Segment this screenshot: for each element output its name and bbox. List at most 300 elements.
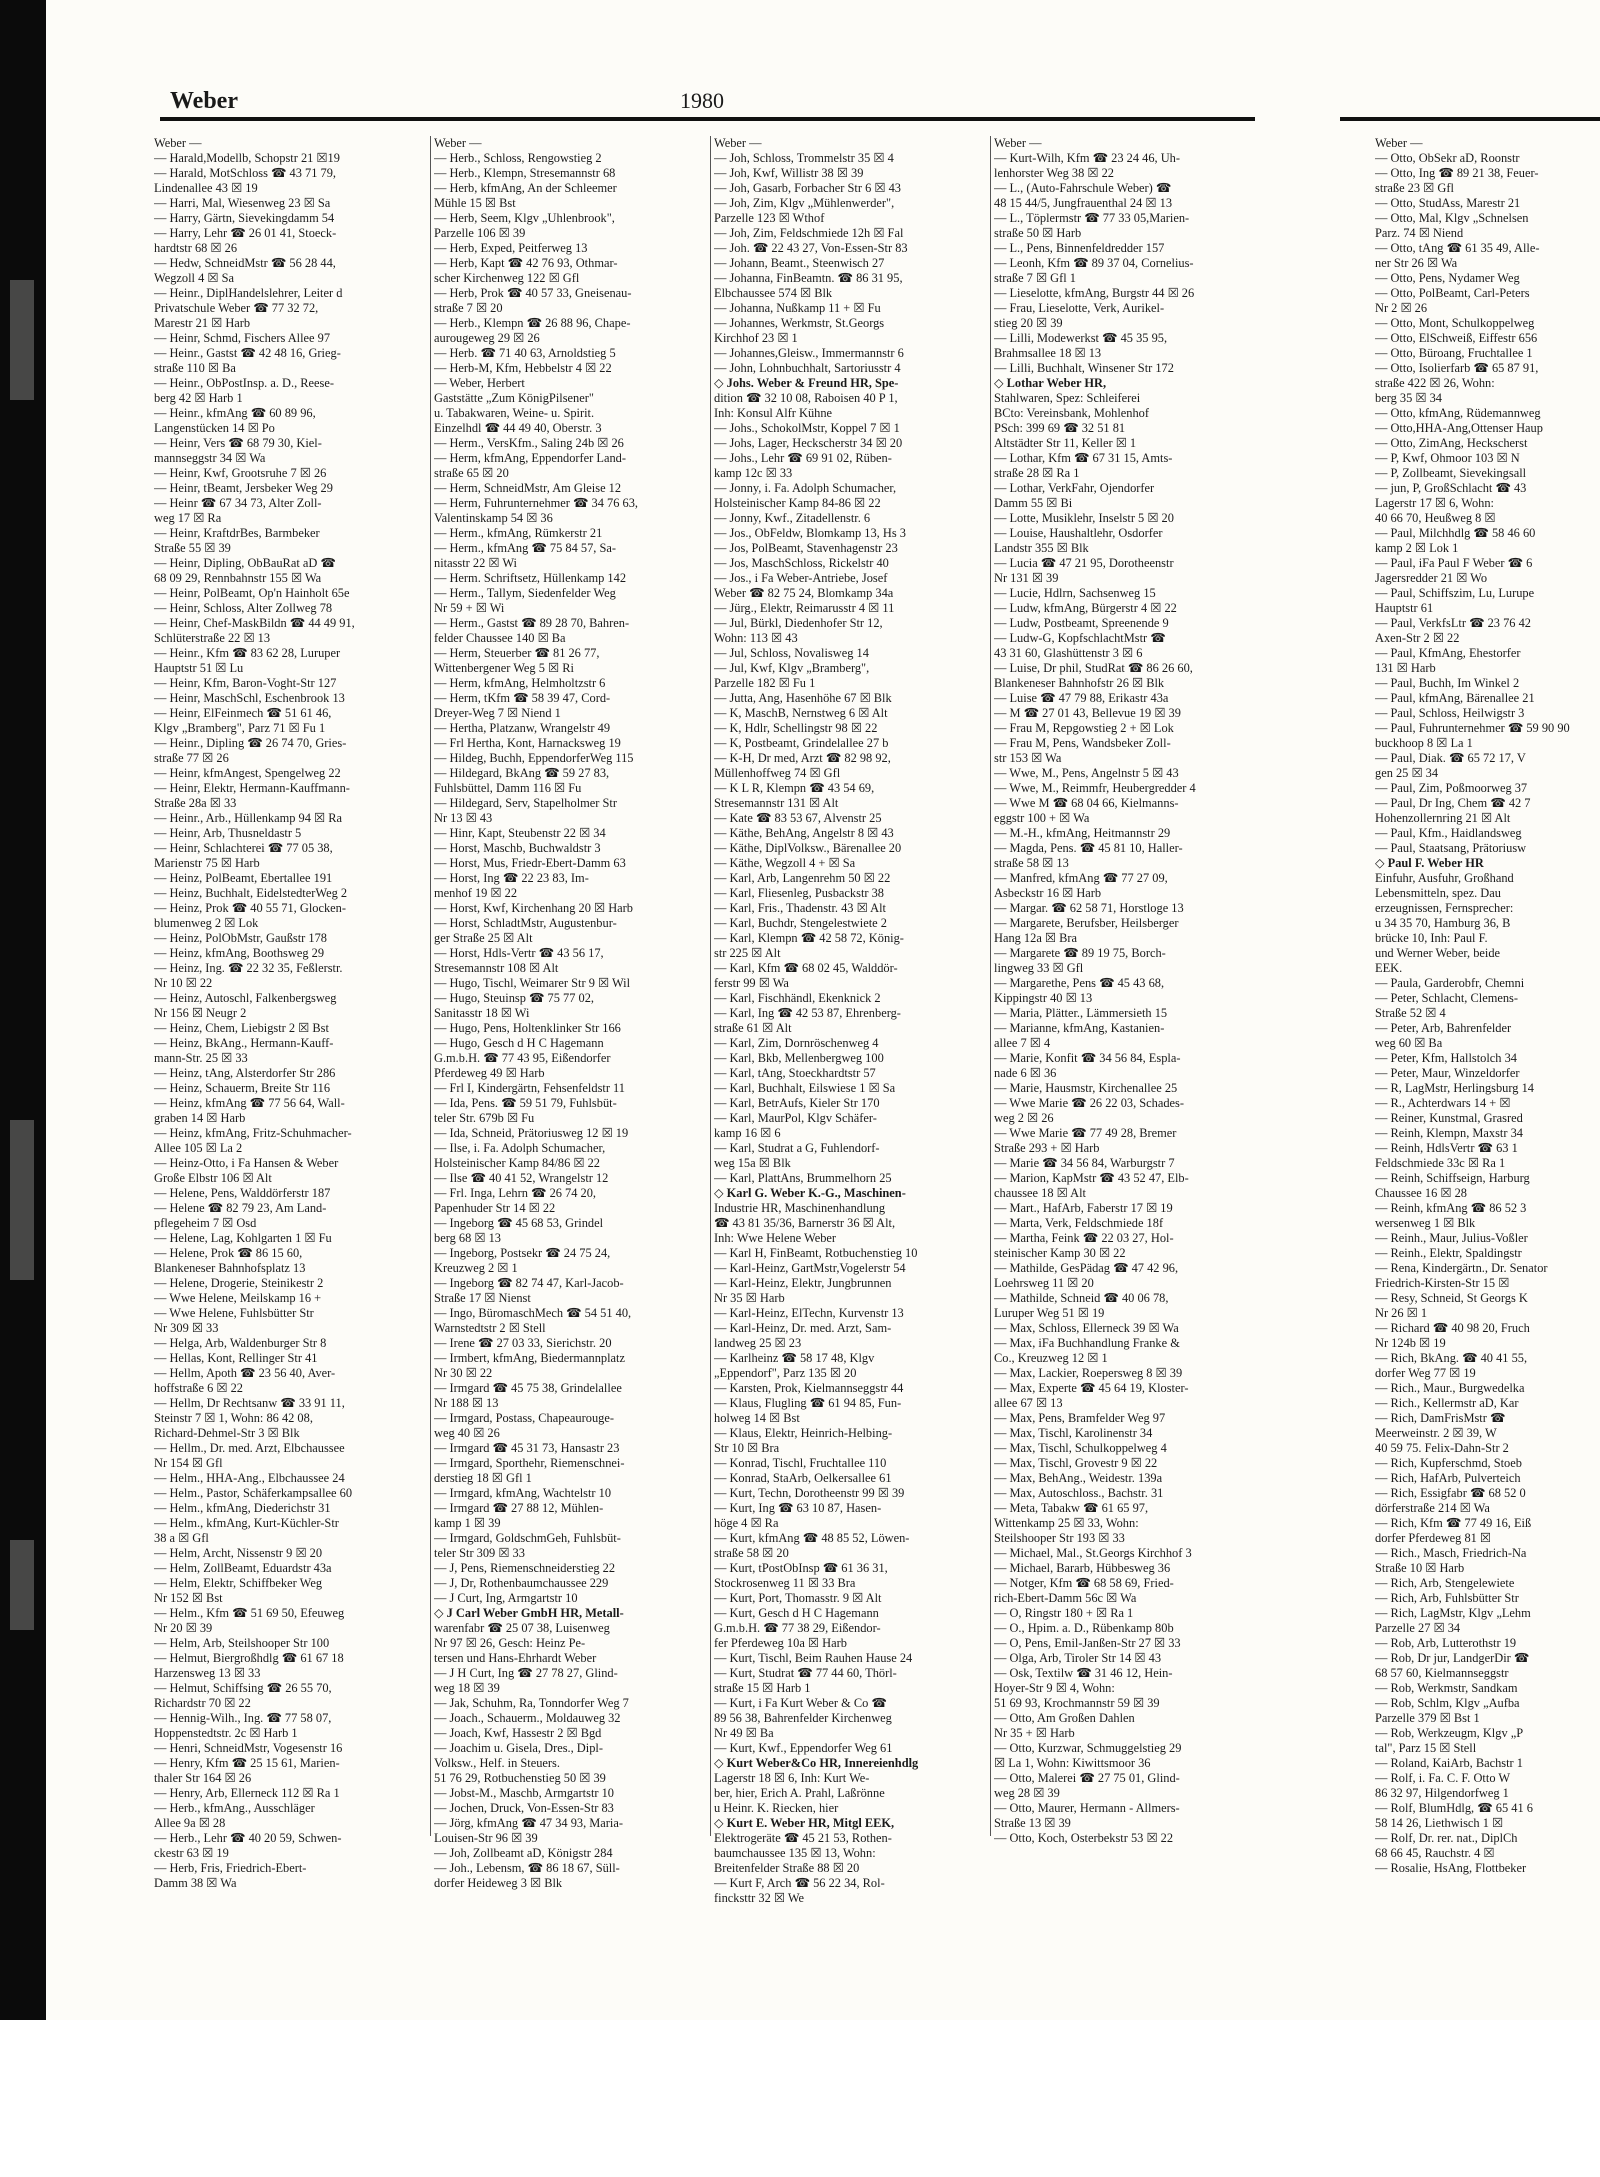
directory-entry: — Margar. ☎ 62 58 71, Horstloge 13: [994, 901, 1184, 915]
directory-entry: — Otto, Ing ☎ 89 21 38, Feuer-: [1375, 166, 1539, 180]
directory-entry: — Heinr, Dipling, ObBauRat aD ☎: [154, 556, 336, 570]
facing-page: [1330, 86, 1600, 2006]
directory-entry: — Karl, Zim, Dornröschenweg 4: [714, 1036, 879, 1050]
directory-entry: dorfer Weg 77 ☒ 19: [1375, 1366, 1476, 1380]
directory-entry: — Johanna, FinBeamtn. ☎ 86 31 95,: [714, 271, 903, 285]
directory-entry: — Heinz, kfmAng, Fritz-Schuhmacher-: [154, 1126, 352, 1140]
directory-entry: — Karl, Fris., Thadenstr. 43 ☒ Alt: [714, 901, 886, 915]
directory-entry: — Horst, Hdls-Vertr ☎ 43 56 17,: [434, 946, 604, 960]
directory-entry: Stresemannstr 131 ☒ Alt: [714, 796, 839, 810]
directory-entry: — Otto, Koch, Osterbekstr 53 ☒ 22: [994, 1831, 1174, 1845]
directory-entry: Fuhlsbüttel, Damm 116 ☒ Fu: [434, 781, 582, 795]
directory-entry: ◇ Karl G. Weber K.-G., Maschinen-: [714, 1186, 906, 1200]
directory-entry: Richardstr 70 ☒ 22: [154, 1696, 251, 1710]
directory-entry: — Harry, Lehr ☎ 26 01 41, Stoeck-: [154, 226, 337, 240]
directory-entry: kamp 1 ☒ 39: [434, 1516, 501, 1530]
directory-entry: Marestr 21 ☒ Harb: [154, 316, 251, 330]
directory-entry: — Heinr, KraftdrBes, Barmbeker: [154, 526, 320, 540]
directory-entry: — Joachim u. Gisela, Dres., Dipl-: [434, 1741, 603, 1755]
directory-entry: — Jutta, Ang, Hasenhöhe 67 ☒ Blk: [714, 691, 892, 705]
directory-entry: — Paul, KfmAng, Ehestorfer: [1375, 646, 1521, 660]
directory-entry: — Karl-Heinz, GartMstr,Vogelerstr 54: [714, 1261, 906, 1275]
directory-entry: — Heinr., Dipling ☎ 26 74 70, Gries-: [154, 736, 347, 750]
directory-entry: Nr 10 ☒ 22: [154, 976, 213, 990]
directory-entry: — Paul, Fuhrunternehmer ☎ 59 90 90: [1375, 721, 1570, 735]
directory-entry: — Max, Autoschloss., Bachstr. 31: [994, 1486, 1164, 1500]
directory-entry: 43 31 60, Glashüttenstr 3 ☒ 6: [994, 646, 1143, 660]
entry-list: [994, 151, 1264, 1846]
directory-entry: — Rosalie, HsAng, Flottbeker: [1375, 1861, 1527, 1875]
directory-entry: — Otto,HHA-Ang,Ottenser Haup: [1375, 421, 1543, 435]
directory-entry: ferstr 99 ☒ Wa: [714, 976, 789, 990]
directory-entry: — Kurt, kfmAng ☎ 48 85 52, Löwen-: [714, 1531, 910, 1545]
directory-entry: Stahlwaren, Spez: Schleiferei: [994, 391, 1141, 405]
directory-entry: — Heinr, Kwf, Grootsruhe 7 ☒ 26: [154, 466, 327, 480]
directory-entry: — Herm, Steuerber ☎ 81 26 77,: [434, 646, 600, 660]
directory-entry: — Helm., Pastor, Schäferkampsallee 60: [154, 1486, 353, 1500]
directory-entry: holweg 14 ☒ Bst: [714, 1411, 800, 1425]
directory-entry: — Johanna, Nußkamp 11 + ☒ Fu: [714, 301, 881, 315]
directory-entry: Luruper Weg 51 ☒ 19: [994, 1306, 1105, 1320]
directory-entry: — Heinr, PolBeamt, Op'n Hainholt 65e: [154, 586, 350, 600]
directory-entry: — Helmut, Schiffsing ☎ 26 55 70,: [154, 1681, 332, 1695]
directory-entry: ger Straße 25 ☒ Alt: [434, 931, 533, 945]
directory-entry: Nr 26 ☒ 1: [1375, 1306, 1428, 1320]
directory-entry: — Karl H, FinBeamt, Rotbuchenstieg 10: [714, 1246, 918, 1260]
directory-entry: — Luise, Dr phil, StudRat ☎ 86 26 60,: [994, 661, 1193, 675]
directory-entry: — Jonny, Kwf., Zitadellenstr. 6: [714, 511, 871, 525]
directory-entry: — Helm., kfmAng, Kurt-Küchler-Str: [154, 1516, 339, 1530]
directory-entry: — Heinr, kfmAngest, Spengelweg 22: [154, 766, 341, 780]
directory-entry: lingweg 33 ☒ Gfl: [994, 961, 1084, 975]
directory-entry: Parzelle 123 ☒ Wthof: [714, 211, 825, 225]
directory-entry: — Otto, Maurer, Hermann - Allmers-: [994, 1801, 1180, 1815]
directory-entry: — Mathilde, GesPädag ☎ 47 42 96,: [994, 1261, 1179, 1275]
directory-entry: Nr 35 ☒ Harb: [714, 1291, 785, 1305]
directory-column-4: [994, 136, 1264, 1846]
directory-entry: — Klaus, Flugling ☎ 61 94 85, Fun-: [714, 1396, 902, 1410]
directory-entry: — Heinr., Arb., Hüllenkamp 94 ☒ Ra: [154, 811, 342, 825]
column-head: Weber —: [994, 136, 1042, 150]
directory-entry: — Karl, Buchdr, Stengelestwiete 2: [714, 916, 887, 930]
directory-entry: Nr 20 ☒ 39: [154, 1621, 213, 1635]
directory-entry: — Herb. ☎ 71 40 63, Arnoldstieg 5: [434, 346, 616, 360]
directory-entry: — Hildeg, Buchh, EppendorferWeg 115: [434, 751, 634, 765]
directory-entry: — Wwe M ☎ 68 04 66, Kielmanns-: [994, 796, 1179, 810]
directory-entry: — Konrad, StaArb, Oelkersallee 61: [714, 1471, 892, 1485]
directory-entry: — Herb, Prok ☎ 40 57 33, Gneisenau-: [434, 286, 632, 300]
directory-entry: Straße 17 ☒ Nienst: [434, 1291, 531, 1305]
directory-entry: Weber ☎ 82 75 24, Blomkamp 34a: [714, 586, 894, 600]
directory-entry: — Ida, Pens. ☎ 59 51 79, Fuhlsbüt-: [434, 1096, 617, 1110]
directory-entry: 68 09 29, Rennbahnstr 155 ☒ Wa: [154, 571, 322, 585]
directory-entry: — Karl, Bkb, Mellenbergweg 100: [714, 1051, 884, 1065]
directory-entry: — Mart., HafArb, Faberstr 17 ☒ 19: [994, 1201, 1173, 1215]
directory-entry: weg 18 ☒ 39: [434, 1681, 500, 1695]
directory-entry: Chaussee 16 ☒ 28: [1375, 1186, 1467, 1200]
directory-entry: thaler Str 164 ☒ 26: [154, 1771, 252, 1785]
directory-entry: — Johs., SchokolMstr, Koppel 7 ☒ 1: [714, 421, 900, 435]
directory-entry: Elektrogeräte ☎ 45 21 53, Rothen-: [714, 1831, 892, 1845]
directory-entry: — Joh, Zollbeamt aD, Königstr 284: [434, 1846, 613, 1860]
directory-entry: — Heinr, Arb, Thusneldastr 5: [154, 826, 302, 840]
directory-entry: — Herb, kfmAng, An der Schleemer: [434, 181, 617, 195]
directory-entry: — Paul, Schiffszim, Lu, Lurupe: [1375, 586, 1535, 600]
directory-entry: ber, hier, Erich A. Prahl, Laßrönne: [714, 1786, 885, 1800]
directory-entry: — Wwe Helene, Meilskamp 16 +: [154, 1291, 322, 1305]
directory-entry: — Helene ☎ 82 79 23, Am Land-: [154, 1201, 327, 1215]
directory-entry: straße 7 ☒ Gfl 1: [994, 271, 1076, 285]
directory-entry: Jagersredder 21 ☒ Wo: [1375, 571, 1488, 585]
directory-entry: BCto: Vereinsbank, Mohlenhof: [994, 406, 1149, 420]
directory-entry: — Karl, BetrAufs, Kieler Str 170: [714, 1096, 880, 1110]
directory-entry: gen 25 ☒ 34: [1375, 766, 1439, 780]
directory-entry: — Paul, Zim, Poßmoorweg 37: [1375, 781, 1528, 795]
directory-entry: — Kurt, Port, Thomasstr. 9 ☒ Alt: [714, 1591, 882, 1605]
directory-entry: — Karl, Arb, Langenrehm 50 ☒ 22: [714, 871, 891, 885]
directory-entry: — Luise ☎ 47 79 88, Erikastr 43a: [994, 691, 1169, 705]
directory-entry: — Otto, Kurzwar, Schmuggelstieg 29: [994, 1741, 1182, 1755]
directory-entry: 68 57 60, Kielmannseggstr: [1375, 1666, 1509, 1680]
directory-entry: Friedrich-Kirsten-Str 15 ☒: [1375, 1276, 1510, 1290]
directory-entry: — Paul, iFa Paul F Weber ☎ 6: [1375, 556, 1533, 570]
directory-entry: — Heinr, Schloss, Alter Zollweg 78: [154, 601, 333, 615]
directory-entry: u Heinr. K. Riecken, hier: [714, 1801, 839, 1815]
directory-entry: Nr 309 ☒ 33: [154, 1321, 219, 1335]
directory-entry: G.m.b.H. ☎ 77 43 95, Eißendorfer: [434, 1051, 611, 1065]
directory-entry: — Karsten, Prok, Kielmannseggstr 44: [714, 1381, 904, 1395]
directory-entry: fer Pferdeweg 10a ☒ Harb: [714, 1636, 847, 1650]
directory-entry: — K, Hdlr, Schellingstr 98 ☒ 22: [714, 721, 878, 735]
directory-entry: Nr 59 + ☒ Wi: [434, 601, 505, 615]
directory-entry: landweg 25 ☒ 23: [714, 1336, 802, 1350]
directory-entry: Nr 188 ☒ 13: [434, 1396, 499, 1410]
directory-entry: — Marta, Verk, Feldschmiede 18f: [994, 1216, 1164, 1230]
directory-entry: 86 32 97, Hilgendorfweg 1: [1375, 1786, 1509, 1800]
directory-entry: — Irmgard, GoldschmGeh, Fuhlsbüt-: [434, 1531, 621, 1545]
directory-entry: — Helm., HHA-Ang., Elbchaussee 24: [154, 1471, 345, 1485]
directory-entry: — Joach, Kwf, Hassestr 2 ☒ Bgd: [434, 1726, 602, 1740]
directory-entry: — Herm, Fuhrunternehmer ☎ 34 76 63,: [434, 496, 639, 510]
directory-entry: — Frl I, Kindergärtn, Fehsenfeldstr 11: [434, 1081, 625, 1095]
directory-entry: — O, Ringstr 180 + ☒ Ra 1: [994, 1606, 1134, 1620]
directory-entry: ◇ Paul F. Weber HR: [1375, 856, 1484, 870]
directory-entry: — Ludw-G, KopfschlachtMstr ☎: [994, 631, 1166, 645]
directory-entry: — Heinr, Elektr, Hermann-Kauffmann-: [154, 781, 350, 795]
column-divider: [710, 136, 711, 1836]
directory-entry: — O, Pens, Emil-Janßen-Str 27 ☒ 33: [994, 1636, 1181, 1650]
directory-entry: Klgv „Bramberg", Parz 71 ☒ Fu 1: [154, 721, 326, 735]
directory-entry: Nr 154 ☒ Gfl: [154, 1456, 223, 1470]
directory-entry: — Marie, Konfit ☎ 34 56 84, Espla-: [994, 1051, 1181, 1065]
directory-entry: — Irmgard ☎ 45 75 38, Grindelallee: [434, 1381, 622, 1395]
directory-entry: — Peter, Maur, Winzeldorfer: [1375, 1066, 1520, 1080]
directory-entry: — Henry, Arb, Ellerneck 112 ☒ Ra 1: [154, 1786, 340, 1800]
binding-mark: [10, 1540, 34, 1630]
directory-entry: straße 58 ☒ 13: [994, 856, 1069, 870]
directory-entry: Kirchhof 23 ☒ 1: [714, 331, 798, 345]
directory-entry: — Heinr., DiplHandelslehrer, Leiter d: [154, 286, 343, 300]
directory-entry: — Rob, Werkmstr, Sandkam: [1375, 1681, 1518, 1695]
column-head: Weber —: [434, 136, 482, 150]
directory-entry: — J Curt, Ing, Armgartstr 10: [434, 1591, 578, 1605]
directory-entry: — Rena, Kindergärtn., Dr. Senator: [1375, 1261, 1548, 1275]
directory-entry: — Heinr, Schlachterei ☎ 77 05 38,: [154, 841, 333, 855]
directory-entry: — Max, Schloss, Ellerneck 39 ☒ Wa: [994, 1321, 1179, 1335]
directory-entry: — Heinr, Vers ☎ 68 79 30, Kiel-: [154, 436, 322, 450]
directory-entry: pflegeheim 7 ☒ Osd: [154, 1216, 257, 1230]
directory-entry: — Helmut, Biergroßhdlg ☎ 61 67 18: [154, 1651, 344, 1665]
directory-entry: str 225 ☒ Alt: [714, 946, 781, 960]
column-head: Weber —: [154, 136, 202, 150]
directory-entry: 89 56 38, Bahrenfelder Kirchenweg: [714, 1711, 892, 1725]
directory-entry: Straße 10 ☒ Harb: [1375, 1561, 1465, 1575]
directory-entry: straße 61 ☒ Alt: [714, 1021, 792, 1035]
directory-entry: 51 76 29, Rotbuchenstieg 50 ☒ 39: [434, 1771, 606, 1785]
directory-entry: — Helm., Kfm ☎ 51 69 50, Efeuweg: [154, 1606, 345, 1620]
directory-entry: — Frl Hertha, Kont, Harnacksweg 19: [434, 736, 621, 750]
directory-entry: Co., Kreuzweg 12 ☒ 1: [994, 1351, 1108, 1365]
directory-entry: Steilshooper Str 193 ☒ 33: [994, 1531, 1125, 1545]
directory-entry: — Rich, Kupferschmd, Stoeb: [1375, 1456, 1522, 1470]
directory-entry: — Karl, Fliesenleg, Pusbackstr 38: [714, 886, 885, 900]
directory-entry: — O., Hpim. a. D., Rübenkamp 80b: [994, 1621, 1174, 1635]
directory-entry: Parzelle 379 ☒ Bst 1: [1375, 1711, 1480, 1725]
directory-entry: — Heinz, Prok ☎ 40 55 71, Glocken-: [154, 901, 346, 915]
directory-entry: — Leonh, Kfm ☎ 89 37 04, Cornelius-: [994, 256, 1194, 270]
running-head: Weber: [170, 88, 238, 114]
directory-entry: dition ☎ 32 10 08, Raboisen 40 P 1,: [714, 391, 898, 405]
directory-entry: — Helm, ZollBeamt, Eduardstr 43a: [154, 1561, 332, 1575]
directory-entry: straße 422 ☒ 26, Wohn:: [1375, 376, 1495, 390]
directory-entry: — Jak, Schuhm, Ra, Tonndorfer Weg 7: [434, 1696, 629, 1710]
directory-entry: — Joh, Zim, Klgv „Mühlenwerder",: [714, 196, 895, 210]
directory-entry: — Heinr, Kfm, Baron-Voght-Str 127: [154, 676, 337, 690]
directory-entry: blumenweg 2 ☒ Lok: [154, 916, 259, 930]
directory-entry: — Otto, StudAss, Marestr 21: [1375, 196, 1521, 210]
directory-entry: teler Str 309 ☒ 33: [434, 1546, 525, 1560]
directory-entry: kamp 16 ☒ 6: [714, 1126, 781, 1140]
directory-entry: — Jonny, i. Fa. Adolph Schumacher,: [714, 481, 897, 495]
directory-entry: Volksw., Helf. in Steuers.: [434, 1756, 560, 1770]
directory-entry: — Rich., Masch, Friedrich-Na: [1375, 1546, 1527, 1560]
directory-entry: — Karl, Studrat a G, Fuhlendorf-: [714, 1141, 880, 1155]
column-head: Weber —: [1375, 136, 1423, 150]
directory-entry: — Herb., Klempn, Stresemannstr 68: [434, 166, 616, 180]
directory-entry: — Helene, Lag, Kohlgarten 1 ☒ Fu: [154, 1231, 332, 1245]
directory-entry: — Henri, SchneidMstr, Vogesenstr 16: [154, 1741, 343, 1755]
directory-entry: Nr 97 ☒ 26, Gesch: Heinz Pe-: [434, 1636, 586, 1650]
directory-entry: — Horst, Kwf, Kirchenhang 20 ☒ Harb: [434, 901, 633, 915]
directory-entry: — Hellm., Dr. med. Arzt, Elbchaussee: [154, 1441, 345, 1455]
directory-entry: — Helene, Pens, Walddörferstr 187: [154, 1186, 331, 1200]
directory-entry: — Heinz, BkAng., Hermann-Kauff-: [154, 1036, 334, 1050]
directory-entry: — Reinh, Schiffseign, Harburg: [1375, 1171, 1530, 1185]
directory-entry: — Rolf, i. Fa. C. F. Otto W: [1375, 1771, 1511, 1785]
directory-entry: — Herb., Schloss, Rengowstieg 2: [434, 151, 602, 165]
directory-entry: — Harry, Gärtn, Sievekingdamm 54: [154, 211, 335, 225]
directory-entry: — Hugo, Pens, Holtenklinker Str 166: [434, 1021, 621, 1035]
directory-entry: — Hugo, Gesch d H C Hagemann: [434, 1036, 604, 1050]
directory-entry: — Herm., kfmAng ☎ 75 84 57, Sa-: [434, 541, 616, 555]
directory-entry: — Herb., Klempn ☎ 26 88 96, Chape-: [434, 316, 631, 330]
directory-entry: — Otto, ObSekr aD, Roonstr: [1375, 151, 1520, 165]
directory-entry: — Joh. ☎ 22 43 27, Von-Essen-Str 83: [714, 241, 908, 255]
directory-entry: — Ingeborg ☎ 45 68 53, Grindel: [434, 1216, 604, 1230]
directory-entry: ◇ Lothar Weber HR,: [994, 376, 1107, 390]
directory-entry: berg 68 ☒ 13: [434, 1231, 501, 1245]
directory-entry: berg 35 ☒ 34: [1375, 391, 1442, 405]
directory-entry: — Manfred, kfmAng ☎ 77 27 09,: [994, 871, 1168, 885]
directory-entry: — Otto, PolBeamt, Carl-Peters: [1375, 286, 1530, 300]
directory-entry: Lebensmitteln, spez. Dau: [1375, 886, 1501, 900]
directory-entry: berg 42 ☒ Harb 1: [154, 391, 243, 405]
directory-entry: — Mathilde, Schneid ☎ 40 06 78,: [994, 1291, 1169, 1305]
directory-entry: dörferstraße 214 ☒ Wa: [1375, 1501, 1490, 1515]
directory-entry: — Hertha, Platzanw, Wrangelstr 49: [434, 721, 611, 735]
directory-entry: — Rich, Arb, Stengelewiete: [1375, 1576, 1515, 1590]
directory-entry: PSch: 399 69 ☎ 32 51 81: [994, 421, 1126, 435]
directory-entry: — Jochen, Druck, Von-Essen-Str 83: [434, 1801, 614, 1815]
directory-entry: Altstädter Str 11, Keller ☒ 1: [994, 436, 1137, 450]
directory-entry: — Heinr, Chef-MaskBildn ☎ 44 49 91,: [154, 616, 355, 630]
directory-entry: — M.-H., kfmAng, Heitmannstr 29: [994, 826, 1171, 840]
directory-entry: straße 65 ☒ 20: [434, 466, 509, 480]
directory-entry: — Kurt, Techn, Dorotheenstr 99 ☒ 39: [714, 1486, 905, 1500]
directory-entry: — Paula, Garderobfr, Chemni: [1375, 976, 1525, 990]
directory-entry: — Lothar, VerkFahr, Ojendorfer: [994, 481, 1155, 495]
directory-entry: — Johs, Lager, Heckscherstr 34 ☒ 20: [714, 436, 903, 450]
directory-entry: Sanitasstr 18 ☒ Wi: [434, 1006, 530, 1020]
directory-entry: — Peter, Kfm, Hallstolch 34: [1375, 1051, 1517, 1065]
directory-entry: — P, Zollbeamt, Sievekingsall: [1375, 466, 1527, 480]
directory-entry: — Meta, Tabakw ☎ 61 65 97,: [994, 1501, 1149, 1515]
directory-entry: — Kurt, Gesch d H C Hagemann: [714, 1606, 879, 1620]
directory-entry: — Irmgard, Sporthehr, Riemenschnei-: [434, 1456, 625, 1470]
directory-entry: — Otto, Am Großen Dahlen: [994, 1711, 1135, 1725]
directory-entry: — Max, iFa Buchhandlung Franke &: [994, 1336, 1180, 1350]
directory-entry: — Kurt F, Arch ☎ 56 22 34, Rol-: [714, 1876, 885, 1890]
directory-entry: — Herb, Seem, Klgv „Uhlenbrook",: [434, 211, 615, 225]
directory-entry: Hoyer-Str 9 ☒ 4, Wohn:: [994, 1681, 1115, 1695]
directory-entry: Straße 13 ☒ 39: [994, 1816, 1071, 1830]
directory-entry: — Margarete ☎ 89 19 75, Borch-: [994, 946, 1166, 960]
directory-entry: — Kurt, Tischl, Beim Rauhen Hause 24: [714, 1651, 913, 1665]
directory-entry: hoffstraße 6 ☒ 22: [154, 1381, 243, 1395]
directory-entry: — Joh, Kwf, Willistr 38 ☒ 39: [714, 166, 864, 180]
directory-entry: — Wwe Helene, Fuhlsbütter Str: [154, 1306, 314, 1320]
directory-entry: — J, Dr, Rothenbaumchaussee 229: [434, 1576, 609, 1590]
directory-entry: — Herm, SchneidMstr, Am Gleise 12: [434, 481, 622, 495]
directory-entry: — Wwe, M., Pens, Angelnstr 5 ☒ 43: [994, 766, 1179, 780]
directory-entry: Elbchaussee 574 ☒ Blk: [714, 286, 833, 300]
directory-entry: — Herb, Fris, Friedrich-Ebert-: [154, 1861, 307, 1875]
directory-entry: tersen und Hans-Ehrhardt Weber: [434, 1651, 597, 1665]
directory-entry: — Hugo, Steuinsp ☎ 75 77 02,: [434, 991, 594, 1005]
directory-entry: — L., Pens, Binnenfeldredder 157: [994, 241, 1165, 255]
directory-entry: — Otto, Isolierfarb ☎ 65 87 91,: [1375, 361, 1539, 375]
directory-entry: — Paul, Schloss, Heilwigstr 3: [1375, 706, 1525, 720]
directory-entry: — Rob, Schlm, Klgv „Aufba: [1375, 1696, 1520, 1710]
directory-entry: — K-H, Dr med, Arzt ☎ 82 98 92,: [714, 751, 891, 765]
directory-entry: Louisen-Str 96 ☒ 39: [434, 1831, 538, 1845]
directory-entry: Dreyer-Weg 7 ☒ Niend 1: [434, 706, 561, 720]
directory-entry: — Heinr., ObPostInsp. a. D., Reese-: [154, 376, 334, 390]
directory-entry: — Marie ☎ 34 56 84, Warburgstr 7: [994, 1156, 1175, 1170]
directory-entry: — Ilse ☎ 40 41 52, Wrangelstr 12: [434, 1171, 609, 1185]
directory-entry: — Rich, Kfm ☎ 77 49 16, Eiß: [1375, 1516, 1532, 1530]
directory-entry: — Peter, Schlacht, Clemens-: [1375, 991, 1518, 1005]
directory-entry: — Reinh., Elektr, Spaldingstr: [1375, 1246, 1522, 1260]
directory-entry: — Rich, DamFrisMstr ☎: [1375, 1411, 1506, 1425]
directory-entry: — Karl, Ing ☎ 42 53 87, Ehrenberg-: [714, 1006, 901, 1020]
directory-entry: — Otto, Malerei ☎ 27 75 01, Glind-: [994, 1771, 1180, 1785]
directory-entry: — Karl-Heinz, Dr. med. Arzt, Sam-: [714, 1321, 892, 1335]
directory-entry: — Heinz, Ing. ☎ 22 32 35, Feßlerstr.: [154, 961, 343, 975]
directory-entry: ◇ Kurt Weber&Co HR, Innereienhdlg: [714, 1756, 919, 1770]
directory-entry: Parzelle 106 ☒ 39: [434, 226, 526, 240]
directory-entry: — Lilli, Buchhalt, Winsener Str 172: [994, 361, 1174, 375]
directory-entry: — Rich, HafArb, Pulverteich: [1375, 1471, 1521, 1485]
directory-entry: — Karl-Heinz, Elektr, Jungbrunnen: [714, 1276, 892, 1290]
directory-entry: Nr 152 ☒ Bst: [154, 1591, 223, 1605]
directory-entry: — Heinz, PolBeamt, Ebertallee 191: [154, 871, 333, 885]
directory-entry: — J, Pens, Riemenschneiderstieg 22: [434, 1561, 616, 1575]
directory-entry: Müllenhoffweg 74 ☒ Gfl: [714, 766, 841, 780]
directory-entry: weg 28 ☒ 39: [994, 1786, 1060, 1800]
directory-entry: — Roland, KaiArb, Bachstr 1: [1375, 1756, 1523, 1770]
directory-entry: — Heinz, PolObMstr, Gaußstr 178: [154, 931, 327, 945]
directory-entry: Kippingstr 40 ☒ 13: [994, 991, 1093, 1005]
directory-entry: straße 50 ☒ Harb: [994, 226, 1082, 240]
directory-entry: — Magda, Pens. ☎ 45 81 10, Haller-: [994, 841, 1183, 855]
directory-entry: — Helga, Arb, Waldenburger Str 8: [154, 1336, 327, 1350]
directory-entry: straße 23 ☒ Gfl: [1375, 181, 1454, 195]
directory-entry: — Herm., kfmAng, Rümkerstr 21: [434, 526, 603, 540]
directory-entry: — Johannes,Gleisw., Immermannstr 6: [714, 346, 904, 360]
directory-entry: — Joh., Lebensm, ☎ 86 18 67, Süll-: [434, 1861, 620, 1875]
directory-entry: buckhoop 8 ☒ La 1: [1375, 736, 1473, 750]
directory-entry: — Jul, Schloss, Novalisweg 14: [714, 646, 869, 660]
directory-column-3: [714, 136, 984, 1906]
directory-entry: u 34 35 70, Hamburg 36, B: [1375, 916, 1511, 930]
directory-entry: nade 6 ☒ 36: [994, 1066, 1057, 1080]
directory-entry: — Jos, PolBeamt, Stavenhagenstr 23: [714, 541, 898, 555]
directory-entry: — Herb., kfmAng., Ausschläger: [154, 1801, 315, 1815]
directory-entry: — Otto, tAng ☎ 61 35 49, Alle-: [1375, 241, 1540, 255]
directory-entry: — Herm, kfmAng, Helmholtzstr 6: [434, 676, 606, 690]
directory-entry: — Harald, MotSchloss ☎ 43 71 79,: [154, 166, 337, 180]
directory-entry: weg 60 ☒ Ba: [1375, 1036, 1443, 1050]
directory-entry: Landstr 355 ☒ Blk: [994, 541, 1089, 555]
directory-entry: Nr 156 ☒ Neugr 2: [154, 1006, 247, 1020]
directory-entry: — Ingo, BüromaschMech ☎ 54 51 40,: [434, 1306, 632, 1320]
directory-entry: — Max, Tischl, Karolinenstr 34: [994, 1426, 1153, 1440]
directory-entry: — Herm., Gastst ☎ 89 28 70, Bahren-: [434, 616, 630, 630]
directory-entry: — Resy, Schneid, St Georgs K: [1375, 1291, 1528, 1305]
directory-entry: — Paul, Diak. ☎ 65 72 17, V: [1375, 751, 1526, 765]
directory-entry: — Richard ☎ 40 98 20, Fruch: [1375, 1321, 1530, 1335]
facing-page-column: [1375, 136, 1600, 1876]
directory-entry: — Paul, Milchhdlg ☎ 58 46 60: [1375, 526, 1536, 540]
directory-entry: Allee 9a ☒ 28: [154, 1816, 226, 1830]
directory-entry: — Horst, Ing ☎ 22 23 83, Im-: [434, 871, 589, 885]
directory-entry: warenfabr ☎ 25 07 38, Luisenweg: [434, 1621, 610, 1635]
directory-entry: — Michael, Mal., St.Georgs Kirchhof 3: [994, 1546, 1192, 1560]
directory-entry: — Reinh, HdlsVertr ☎ 63 1: [1375, 1141, 1518, 1155]
directory-entry: Marienstr 75 ☒ Harb: [154, 856, 260, 870]
directory-entry: — Ingeborg ☎ 82 74 47, Karl-Jacob-: [434, 1276, 624, 1290]
